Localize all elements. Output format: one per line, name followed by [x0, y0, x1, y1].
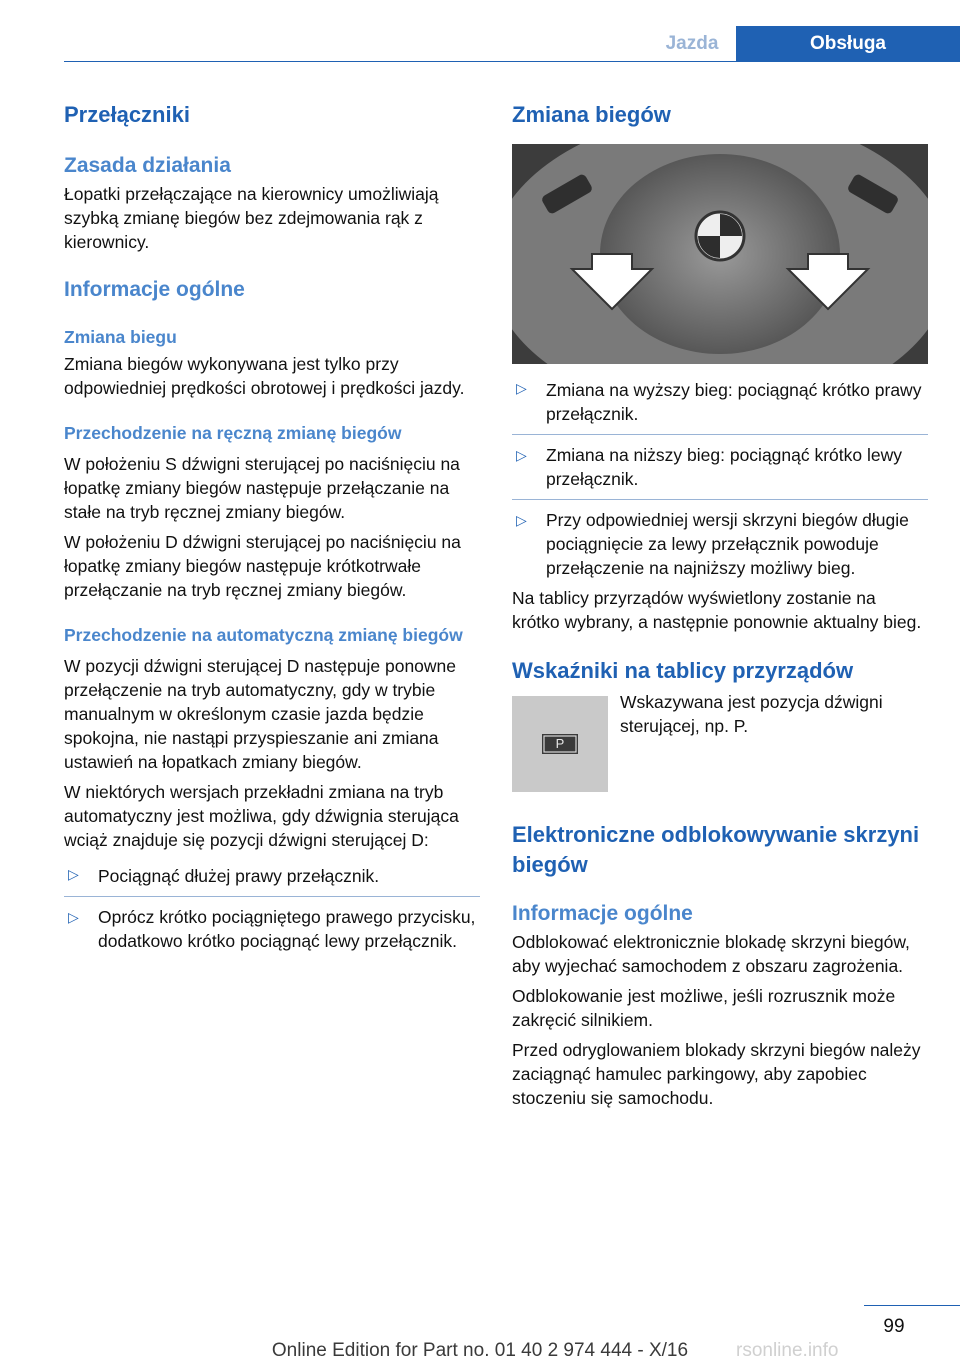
- odblok-paragraph-3: Przed odryglowaniem blokady skrzyni biegów należy zaciągnąć hamulec parkingowy, aby zapobiec stoczeniu się samochodu.: [512, 1040, 921, 1108]
- wskazniki-text: Wskazywana jest pozycja dźwigni sterującej, np. P.: [620, 692, 883, 736]
- list-item-text: Pociągnąć dłużej prawy przełącznik.: [98, 866, 380, 886]
- list-item-text: Zmiana na niższy bieg: pociągnąć krótko lewy przełącznik.: [546, 445, 903, 489]
- list-item-text: Oprócz krótko pociągniętego prawego przycisku, dodatkowo krótko pociągnąć lewy przełącznik.: [98, 907, 476, 951]
- triangle-right-outline-icon: ▷: [516, 447, 527, 463]
- info-heading: Informacje ogólne: [64, 278, 245, 301]
- header-rule: [64, 61, 960, 62]
- steering-wheel-illustration: [512, 144, 928, 364]
- triangle-right-outline-icon: ▷: [516, 380, 527, 396]
- steering-wheel-image: [512, 144, 928, 364]
- auto-paragraph-1: W pozycji dźwigni sterującej D następuje ponowne przełączenie na tryb automatyczny, gdy w trybie manualnym w określonym czasie jazda będzie spokojna, nie nastąpi przyspieszanie ani zmiana ustawień na łopatkach zmiany biegów.: [64, 656, 457, 772]
- tab-obsluga[interactable]: Obsługa: [736, 26, 960, 62]
- right-column: [512, 100, 928, 1110]
- left-column: [64, 100, 480, 953]
- list-item: [512, 500, 928, 580]
- tablica-text: Na tablicy przyrządów wyświetlony zostanie na krótko wybrany, a następnie ponownie aktualny bieg.: [512, 588, 922, 632]
- watermark: rsonline.info: [736, 1340, 839, 1361]
- odblok-heading: Elektroniczne odblokowywanie skrzyni biegów: [512, 822, 920, 877]
- zasada-text: Łopatki przełączające na kierownicy umożliwiają szybką zmianę biegów bez zdejmowania rąk z kierownicy.: [64, 184, 439, 252]
- list-item: [64, 862, 480, 896]
- wskazniki-row: [512, 694, 928, 794]
- reczna-paragraph-2: W położeniu D dźwigni sterującej po naciśnięciu na łopatkę zmiany biegów następuje krótkotrwałe przełączanie na tryb ręcznej zmiany biegów.: [64, 532, 461, 600]
- odblok-paragraph-1: Odblokować elektronicznie blokadę skrzyni biegów, aby wyjechać samochodem z obszaru zagrożenia.: [512, 932, 910, 976]
- triangle-right-outline-icon: ▷: [68, 909, 79, 925]
- zmiana-biegu-heading: Zmiana biegu: [64, 327, 177, 347]
- reczna-paragraph-1: W położeniu S dźwigni sterującej po naciśnięciu na łopatkę zmiany biegów następuje przełączanie na stałe na tryb ręcznej zmiany biegów.: [64, 454, 460, 522]
- footer-rule: [864, 1305, 960, 1306]
- zasada-heading: Zasada działania: [64, 154, 231, 177]
- zmiana-biegow-heading: Zmiana biegów: [512, 102, 671, 127]
- gear-letter: P: [555, 736, 565, 751]
- zmiana-biegu-text: Zmiana biegów wykonywana jest tylko przy odpowiedniej prędkości obrotowej i prędkości jazdy.: [64, 354, 465, 398]
- auto-heading: Przechodzenie na automatyczną zmianę biegów: [64, 625, 463, 645]
- gear-display-image: [512, 696, 608, 792]
- wskazniki-heading: Wskaźniki na tablicy przyrządów: [512, 658, 854, 683]
- section-title: Przełączniki: [64, 102, 190, 127]
- list-item: [512, 435, 928, 499]
- list-item: [512, 376, 928, 434]
- odblok-paragraph-2: Odblokowanie jest możliwe, jeśli rozrusznik może zakręcić silnikiem.: [512, 986, 896, 1030]
- triangle-right-outline-icon: ▷: [68, 866, 79, 882]
- auto-paragraph-2: W niektórych wersjach przekładni zmiana na tryb automatyczny jest możliwa, gdy dźwignia sterująca wciąż znajduje się pozycji dźwigni sterującej D:: [64, 782, 459, 850]
- list-item-text: Zmiana na wyższy bieg: pociągnąć krótko prawy przełącznik.: [546, 380, 922, 424]
- left-bullet-list: [64, 862, 480, 953]
- right-bullet-list: [512, 376, 928, 580]
- page-number: 99: [883, 1316, 905, 1337]
- info-heading-right: Informacje ogólne: [512, 902, 693, 925]
- triangle-right-outline-icon: ▷: [516, 512, 527, 528]
- list-item: [64, 897, 480, 953]
- tab-jazda[interactable]: Jazda: [648, 26, 736, 62]
- reczna-heading: Przechodzenie na ręczną zmianę biegów: [64, 423, 402, 443]
- list-item-text: Przy odpowiedniej wersji skrzyni biegów długie pociągnięcie za lewy przełącznik powoduje przełączenie na najniższy możliwy bieg.: [546, 510, 909, 578]
- footer-edition: Online Edition for Part no. 01 40 2 974 444 - X/16: [271, 1340, 689, 1361]
